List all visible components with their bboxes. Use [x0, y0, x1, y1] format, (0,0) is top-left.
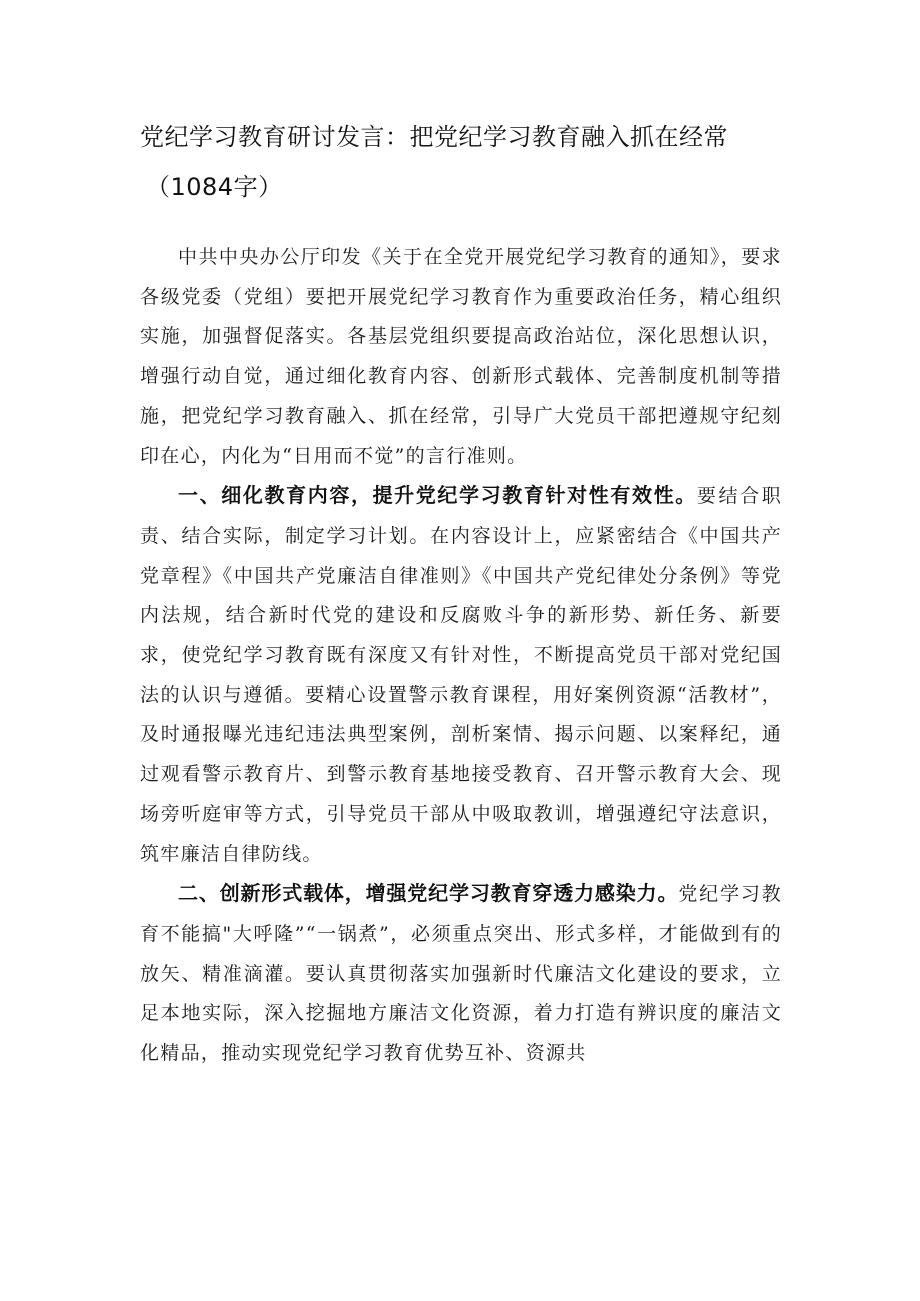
paragraph-text: 党纪学习教育不能搞"大呼隆”“一锅煮”，必须重点突出、形式多样，才能做到有的放矢、精准滴灌。要认真贯彻落实加强新时代廉洁文化建设的要求，立足本地实际，深入挖掘地方廉洁文化资源，着力打造有辨识度的廉洁文化精品，推动实现党纪学习教育优势互补、资源共: [140, 883, 782, 1065]
section-2-paragraph: [140, 874, 782, 1074]
section-1-heading: 一、细化教育内容，提升党纪学习教育针对性有效性。: [178, 483, 697, 508]
paragraph-text: 要结合职责、结合实际，制定学习计划。在内容设计上，应紧密结合《中国共产党章程》《中国共产党廉洁自律准则》《中国共产党纪律处分条例》等党内法规，结合新时代党的建设和反腐败斗争的新形势、新任务、新要求，使党纪学习教育既有深度又有针对性，不断提高党员干部对党纪国法的认识与遵循。要精心设置警示教育课程，用好案例资源“活教材”，及时通报曝光违纪违法典型案例，剖析案情、揭示问题、以案释纪，通过观看警示教育片、到警示教育基地接受教育、召开警示教育大会、现场旁听庭审等方式，引导党员干部从中吸取教训，增强遵纪守法意识，筑牢廉洁自律防线。: [140, 485, 782, 865]
title-text: 党纪学习教育研讨发言：把党纪学习教育融入抓在经常: [140, 123, 728, 151]
section-2-heading: 二、创新形式载体，增强党纪学习教育穿透力感染力。: [178, 881, 679, 906]
document-body: [140, 238, 782, 1074]
document-title: [140, 112, 782, 212]
document-content: [140, 112, 782, 1074]
section-1-paragraph: [140, 476, 782, 874]
intro-paragraph: [140, 238, 782, 476]
word-count: （1084字）: [146, 173, 283, 201]
paragraph-text: 中共中央办公厅印发《关于在全党开展党纪学习教育的通知》，要求各级党委（党组）要把开展党纪学习教育作为重要政治任务，精心组织实施，加强督促落实。各基层党组织要提高政治站位，深化思想认识，增强行动自觉，通过细化教育内容、创新形式载体、完善制度机制等措施，把党纪学习教育融入、抓在经常，引导广大党员干部把遵规守纪刻印在心，内化为“日用而不觉”的言行准则。: [140, 246, 782, 467]
